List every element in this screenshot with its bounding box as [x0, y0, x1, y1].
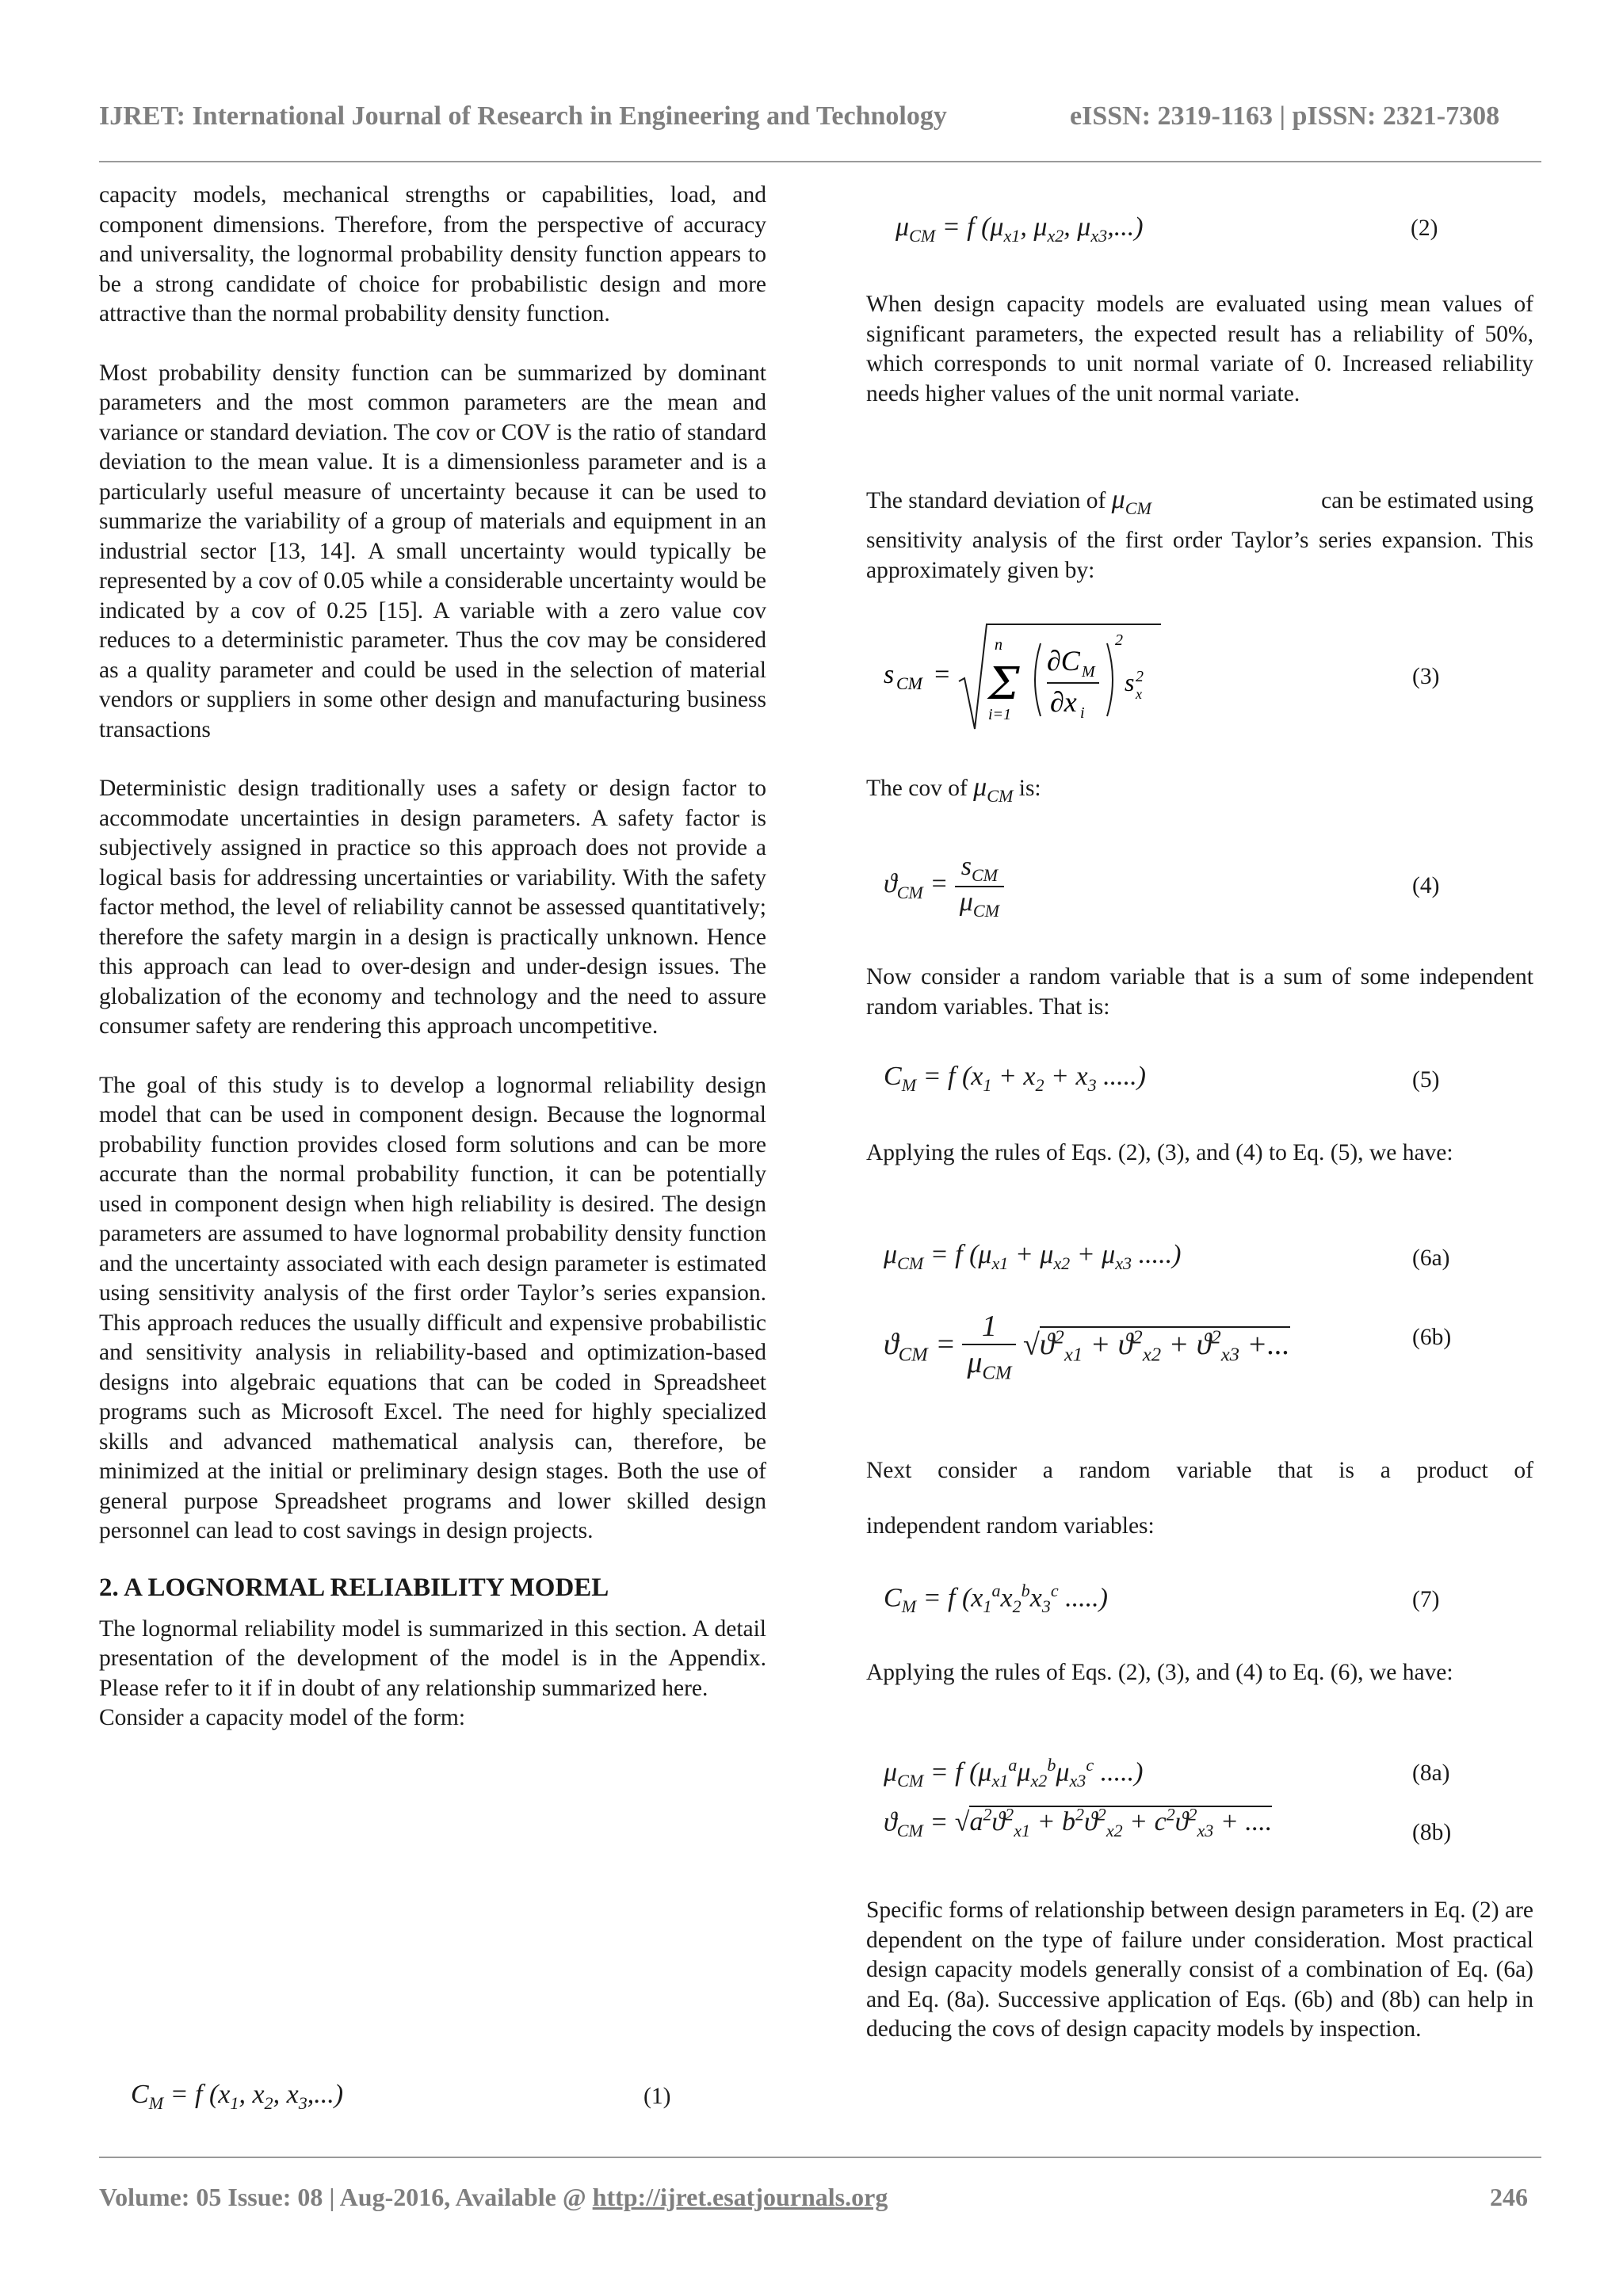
paragraph: Applying the rules of Eqs. (2), (3), and (4) to Eq. (6), we have: — [866, 1660, 1453, 1685]
equation-number: (5) — [1412, 1067, 1440, 1093]
equation-number: (3) — [1412, 664, 1440, 689]
paragraph-cov: The cov of $\mu_{CM}$ is: — [866, 772, 1041, 806]
svg-text:s: s — [884, 660, 895, 689]
equation-number: (1) — [643, 2084, 671, 2109]
paragraph: When design capacity models are evaluated using mean values of significant parameters, the expected result has a reliability of 50%, which corresponds to unit normal variate of 0. Increased reliability needs higher values of the unit normal variate. — [866, 292, 1533, 406]
equation-number: (8a) — [1412, 1760, 1450, 1786]
svg-text:n: n — [995, 636, 1002, 654]
equation-3 — [884, 618, 1169, 737]
section-heading: 2. A LOGNORMAL RELIABILITY MODEL — [99, 1573, 609, 1602]
equation-8b: $ϑ_{CM} = √a^2ϑ^2_{x1} + b^2ϑ^2_{x2} + c^2ϑ^2_{x3}$ + .... — [884, 1805, 1273, 1841]
paragraph: capacity models, mechanical strengths or capabilities, load, and component dimensions. Therefore, from the perspective of accuracy and universality, the lognormal probability density function appears to be a strong candidate of choice for probabilistic design and more attractive than the normal probability density function. — [99, 182, 766, 326]
svg-text:2: 2 — [1136, 668, 1144, 685]
equation-number: (6a) — [1412, 1245, 1450, 1271]
paragraph: Specific forms of relationship between design parameters in Eq. (2) are dependent on the type of failure under consideration. Most practical design capacity models generally consist of a combination of Eq. (6a) and Eq. (8a). Successive application of Eqs. (6b) and (8b) can help in deducing the covs of design capacity models by inspection. — [866, 1897, 1533, 2042]
paragraph: Deterministic design traditionally uses a safety or design factor to accommodate uncertainties in design parameters. A safety factor is subjectively assigned in practice so this approach does not provide a logical basis for addressing uncertainties or variability. With the safety factor method, the level of reliability cannot be assessed quantitatively; therefore the safety margin in a design is practically unknown. Hence this approach can lead to over-design and under-design issues. The globalization of the economy and technology and the need to assure consumer safety are rendering this approach uncompetitive. — [99, 776, 766, 1039]
svg-text:∂C: ∂C — [1047, 645, 1080, 677]
paragraph-std-dev: The standard deviation of $\mu_{CM}$ can be estimated using sensitivity analysis of the first order Taylor’s series expansion. This approximately given by: — [866, 485, 1533, 585]
svg-text:Σ: Σ — [988, 658, 1020, 710]
svg-text:i: i — [1080, 704, 1085, 722]
equation-number: (7) — [1412, 1587, 1440, 1612]
equation-number: (2) — [1411, 215, 1438, 241]
svg-text:i=1: i=1 — [988, 706, 1012, 723]
paragraph: The lognormal reliability model is summarized in this section. A detail presentation of the development of the model is in the Appendix. Please refer to it if in doubt of any relationship summarized here. — [99, 1615, 766, 1701]
svg-text:M: M — [1082, 663, 1095, 681]
header-rule — [99, 161, 1541, 162]
equation-6b: $ϑ_{CM}$ = $\frac{1}{\mu_{CM}}$ $√ϑ^2_{x1} + ϑ^2_{x2} + ϑ^2_{x3}$ +... — [884, 1310, 1290, 1384]
paragraph: Consider a capacity model of the form: — [99, 1705, 466, 1730]
journal-title: IJRET: International Journal of Research in Engineering and Technology — [99, 101, 947, 131]
paragraph: Next consider a random variable that is a product of — [866, 1458, 1533, 1483]
equation-number: (6b) — [1412, 1325, 1452, 1350]
text: sensitivity analysis of the first order Taylor’s series expansion. This approximately given by: — [866, 528, 1533, 583]
equation-5: $C_M = f$ ($x_1 + x_2 + x_3$ .....) — [884, 1062, 1146, 1095]
equation-1: $C_M = f$ ($x_1$, $x_2$, $x_3$,...) — [131, 2080, 344, 2113]
journal-link[interactable]: http://ijret.esatjournals.org — [592, 2183, 888, 2211]
paragraph: independent random variables: — [866, 1513, 1155, 1539]
footer-rule — [99, 2157, 1541, 2158]
svg-text:s: s — [1125, 668, 1135, 696]
paragraph: The goal of this study is to develop a lognormal reliability design model that can be used in component design. Because the lognormal probability function provides closed form solutions and can be more accurate than the normal probability function, it can be potentially used in component design when high reliability is desired. The design parameters are assumed to have lognormal probability density function and the uncertainty associated with each design parameter is estimated using sensitivity analysis of the first order Taylor’s series expansion. This approach reduces the usually difficult and expensive probabilistic and sensitivity analysis in reliability-based and optimization-based designs into algebraic equations that can be coded in Spreadsheet programs such as Microsoft Excel. The need for highly specialized skills and advanced mathematical analysis can, therefore, be minimized at the initial or preliminary design stages. Both the use of general purpose Spreadsheet programs and lower skilled design personnel can lead to cost savings in design projects. — [99, 1072, 766, 1543]
equation-2: $\mu_{CM} = f$ ($\mu_{x1}$, $\mu_{x2}$, $\mu_{x3}$,...) — [896, 212, 1144, 246]
svg-text:2: 2 — [1115, 631, 1123, 649]
paragraph: Most probability density function can be summarized by dominant parameters and the most common parameters are the mean and variance or standard deviation. The cov or COV is the ratio of standard deviation to the mean value. It is a dimensionless parameter and is a particularly useful measure of uncertainty because it can be used to summarize the variability of a group of materials and equipment in an industrial sector [13, 14]. A small uncertainty would typically be represented by a cov of 0.05 while a considerable uncertainty would be indicated by a cov of 0.25 [15]. A variable with a zero value cov reduces to a deterministic parameter. Thus the cov may be considered as a quality parameter and could be used in the selection of material vendors or suppliers in some other design and manufacturing business transactions — [99, 360, 766, 742]
equation-number: (8b) — [1412, 1820, 1452, 1845]
svg-text:CM: CM — [896, 673, 922, 693]
equation-7: $C_M = f$ ($x_1^ax_2^bx_3^c$ .....) — [884, 1581, 1108, 1617]
page-number: 246 — [1490, 2183, 1528, 2211]
text: can be estimated using — [1321, 488, 1533, 513]
equation-number: (4) — [1412, 873, 1440, 898]
text: The standard deviation of — [866, 488, 1106, 513]
svg-text:x: x — [1136, 686, 1142, 702]
paragraph: Applying the rules of Eqs. (2), (3), and (4) to Eq. (5), we have: — [866, 1140, 1453, 1165]
footer-volume — [99, 2183, 888, 2212]
equation-4: $ϑ_{CM}$ = $\frac{s_{CM}}{\mu_{CM}}$ — [884, 852, 1004, 921]
issn: eISSN: 2319-1163 | pISSN: 2321-7308 — [1070, 101, 1500, 131]
footer-text: Volume: 05 Issue: 08 | Aug-2016, Available @ — [99, 2183, 593, 2211]
text: is: — [1018, 776, 1041, 801]
equation-8a: $\mu_{CM} = f$ ($\mu_{x1}^a\mu_{x2}^b\mu_{x3}^c$ .....) — [884, 1755, 1144, 1791]
equation-6a: $\mu_{CM} = f$ ($\mu_{x1} + \mu_{x2} + \mu_{x3}$ .....) — [884, 1240, 1182, 1273]
text: The cov of — [866, 776, 968, 801]
svg-text:=: = — [933, 660, 951, 689]
left-column — [99, 181, 766, 1733]
paragraph: Now consider a random variable that is a sum of some independent random variables. That is: — [866, 964, 1533, 1020]
svg-text:∂x: ∂x — [1050, 686, 1077, 718]
